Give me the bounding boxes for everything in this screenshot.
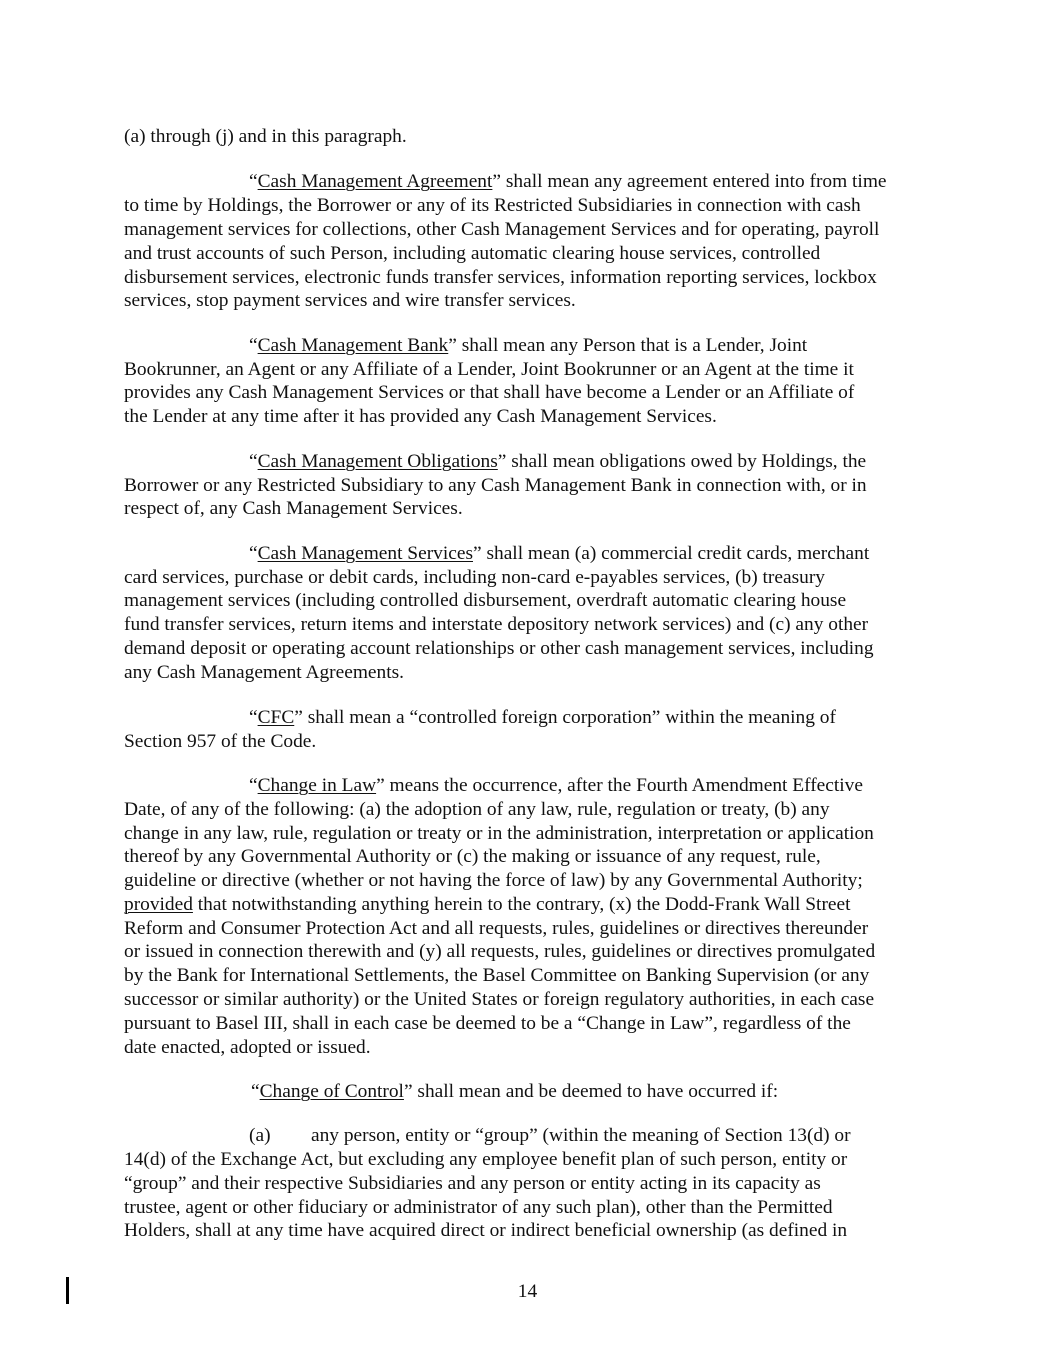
- definition-first-line: [249, 334, 807, 358]
- clause-text: any person, entity or “group” (within the meaning of Section 13(d) or: [311, 1125, 851, 1146]
- definition-line: card services, purchase or debit cards, including non-card e-payables services, (b) treasury: [124, 567, 825, 588]
- definition-text: ” shall mean obligations owed by Holdings, the: [497, 451, 867, 472]
- page-number: 14: [517, 1281, 538, 1302]
- definition-line: Date, of any of the following: (a) the adoption of any law, rule, regulation or treaty, (b) any: [124, 799, 830, 820]
- definition-text: ” shall mean any agreement entered into from time: [492, 171, 887, 192]
- clause-line: trustee, agent or other fiduciary or administrator of any such plan), other than the Permitted: [124, 1197, 833, 1218]
- definition-text: ” shall mean (a) commercial credit cards, merchant: [473, 543, 870, 564]
- definition-line: [124, 893, 851, 917]
- definition-line: respect of, any Cash Management Services.: [124, 498, 463, 519]
- definition-first-line: [249, 774, 863, 798]
- clause-line: “group” and their respective Subsidiaries and any person or entity acting in its capacity as: [124, 1173, 821, 1194]
- defined-term: Cash Management Agreement: [257, 171, 493, 192]
- definition-line: any Cash Management Agreements.: [124, 662, 405, 683]
- open-quote: “: [251, 1081, 260, 1102]
- definition-line: demand deposit or operating account relationships or other cash management services, including: [124, 638, 874, 659]
- defined-term: Change of Control: [259, 1081, 404, 1102]
- definition-first-line: [249, 170, 887, 194]
- definition-first-line: [251, 1080, 778, 1104]
- definition-line: fund transfer services, return items and interstate depository network services) and (c) any other: [124, 614, 869, 635]
- definition-first-line: [249, 542, 869, 566]
- defined-term: Cash Management Bank: [257, 335, 449, 356]
- definition-line: or issued in connection therewith and (y) all requests, rules, guidelines or directives promulgated: [124, 941, 876, 962]
- clause-first-line: [249, 1124, 851, 1148]
- defined-term: Cash Management Services: [257, 543, 473, 564]
- open-quote: “: [249, 543, 258, 564]
- definition-line: provides any Cash Management Services or that shall have become a Lender or an Affiliate of: [124, 382, 855, 403]
- definition-text: ” means the occurrence, after the Fourth Amendment Effective: [376, 775, 863, 796]
- intro-line: [124, 125, 407, 149]
- open-quote: “: [249, 707, 258, 728]
- definition-line: services, stop payment services and wire transfer services.: [124, 290, 576, 311]
- open-quote: “: [249, 335, 258, 356]
- definition-text: that notwithstanding anything herein to the contrary, (x) the Dodd-Frank Wall Street: [192, 894, 851, 915]
- open-quote: “: [249, 451, 258, 472]
- definition-line: management services for collections, other Cash Management Services and for operating, payroll: [124, 219, 880, 240]
- defined-term: Change in Law: [257, 775, 377, 796]
- definition-line: the Lender at any time after it has provided any Cash Management Services.: [124, 406, 717, 427]
- intro-text: (a) through (j) and in this paragraph.: [124, 126, 407, 147]
- definition-line: Bookrunner, an Agent or any Affiliate of a Lender, Joint Bookrunner or an Agent at the time it: [124, 359, 854, 380]
- definition-line: to time by Holdings, the Borrower or any of its Restricted Subsidiaries in connection with cash: [124, 195, 861, 216]
- definition-line: change in any law, rule, regulation or treaty or in the administration, interpretation or application: [124, 823, 874, 844]
- defined-term: CFC: [257, 707, 295, 728]
- defined-term: Cash Management Obligations: [257, 451, 498, 472]
- definition-text: ” shall mean a “controlled foreign corporation” within the meaning of: [294, 707, 836, 728]
- provided-term: provided: [124, 894, 193, 915]
- open-quote: “: [249, 775, 258, 796]
- clause-line: Holders, shall at any time have acquired direct or indirect beneficial ownership (as defined in: [124, 1220, 848, 1241]
- definition-line: Reform and Consumer Protection Act and all requests, rules, guidelines or directives thereunder: [124, 918, 869, 939]
- definition-first-line: [249, 450, 866, 474]
- definition-line: successor or similar authority) or the United States or foreign regulatory authorities, in each case: [124, 989, 875, 1010]
- definition-line: disbursement services, electronic funds transfer services, information reporting services, lockbox: [124, 267, 877, 288]
- clause-line: 14(d) of the Exchange Act, but excluding any employee benefit plan of such person, entity or: [124, 1149, 848, 1170]
- definition-line: Borrower or any Restricted Subsidiary to any Cash Management Bank in connection with, or in: [124, 475, 867, 496]
- definition-line: guideline or directive (whether or not having the force of law) by any Governmental Authority;: [124, 870, 863, 891]
- definition-line: pursuant to Basel III, shall in each case be deemed to be a “Change in Law”, regardless of the: [124, 1013, 851, 1034]
- definition-text: ” shall mean any Person that is a Lender, Joint: [448, 335, 808, 356]
- definition-text: ” shall mean and be deemed to have occurred if:: [403, 1081, 779, 1102]
- definition-line: and trust accounts of such Person, including automatic clearing house services, controlled: [124, 243, 821, 264]
- clause-label: (a): [249, 1125, 271, 1146]
- definition-line: by the Bank for International Settlements, the Basel Committee on Banking Supervision (or any: [124, 965, 870, 986]
- definition-line: management services (including controlled disbursement, overdraft automatic clearing house: [124, 590, 847, 611]
- definition-first-line: [249, 706, 836, 730]
- definition-line: date enacted, adopted or issued.: [124, 1037, 371, 1058]
- open-quote: “: [249, 171, 258, 192]
- definition-line: Section 957 of the Code.: [124, 731, 317, 752]
- definition-line: thereof by any Governmental Authority or (c) the making or issuance of any request, rule,: [124, 846, 821, 867]
